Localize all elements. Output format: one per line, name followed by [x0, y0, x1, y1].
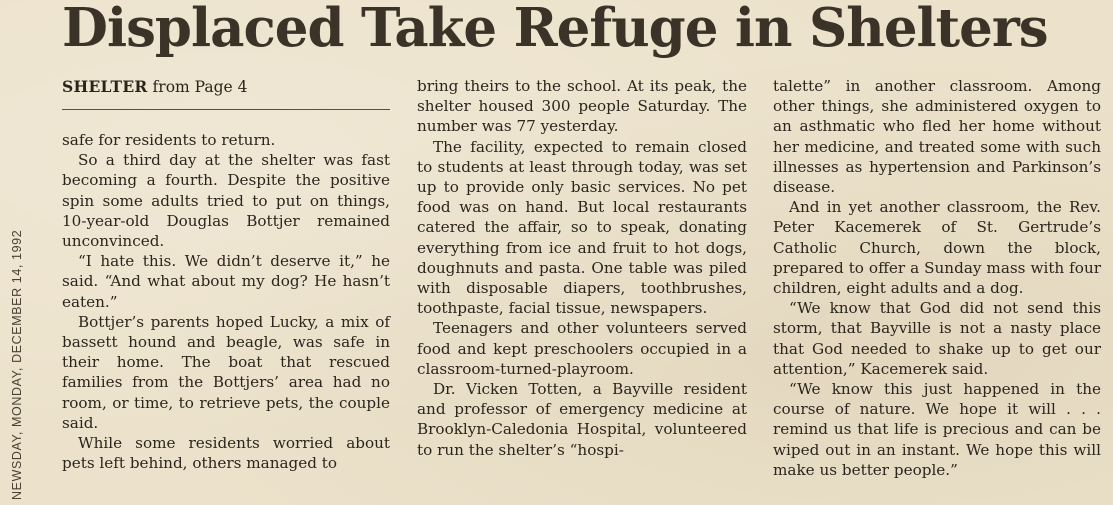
- paragraph: Dr. Vicken Totten, a Bayville resident and professor of emergency medicine at Brooklyn-Caledonia Hospital, volunteered to run the shelter’s “hospi-: [417, 380, 747, 459]
- headline: Displaced Take Refuge in Shelters: [62, 0, 1048, 59]
- paragraph: Bottjer’s parents hoped Lucky, a mix of bassett hound and beagle, was safe in their home. The boat that rescued families from the Bottjers’ area had no room, or time, to retrieve pets, the couple said.: [62, 312, 390, 432]
- paragraph: “We know this just happened in the course of nature. We hope it will . . . remind us that life is precious and can be wiped out in an instant. We hope this will make us better people.”: [773, 380, 1101, 479]
- paragraph: While some residents worried about pets left behind, others managed to: [62, 434, 390, 473]
- paragraph: “I hate this. We didn’t deserve it,” he said. “And what about my dog? He hasn’t eaten.”: [62, 252, 390, 311]
- article-column-2: [417, 76, 747, 460]
- article-column-3: [773, 76, 1101, 480]
- paragraph: bring theirs to the school. At its peak, the shelter housed 300 people Saturday. The number was 77 yesterday.: [417, 77, 747, 136]
- paragraph: safe for residents to return.: [62, 131, 276, 149]
- jump-label: SHELTER: [62, 77, 148, 96]
- jump-rule: [62, 109, 390, 110]
- paragraph: And in yet another classroom, the Rev. Peter Kacemerek of St. Gertrude’s Catholic Church, down the block, prepared to offer a Sunday mass with four children, eight adults and a dog.: [773, 198, 1101, 298]
- date-stamp: NEWSDAY, MONDAY, DECEMBER 14, 1992: [10, 229, 24, 500]
- jump-line: [62, 76, 248, 98]
- jump-text: from Page 4: [147, 78, 248, 96]
- paragraph: So a third day at the shelter was fast becoming a fourth. Despite the positive spin some adults tried to put on things, 10-year-old Douglas Bottjer remained unconvinced.: [62, 151, 390, 251]
- paragraph: talette” in another classroom. Among other things, she administered oxygen to an asthmatic who fled her home without her medicine, and treated some with such illnesses as hypertension and Parkinson’s disease.: [773, 77, 1101, 197]
- paragraph: The facility, expected to remain closed to students at least through today, was set up to provide only basic services. No pet food was on hand. But local restaurants catered the affair, so to speak, donating everything from ice and fruit to hot dogs, doughnuts and pasta. One table was piled with disposable diapers, toothbrushes, toothpaste, facial tissue, newspapers.: [417, 137, 747, 318]
- paragraph: Teenagers and other volunteers served food and kept preschoolers occupied in a classroom-turned-playroom.: [417, 319, 747, 378]
- article-column-1: [62, 130, 390, 473]
- paragraph: “We know that God did not send this storm, that Bayville is not a nasty place that God needed to shake up to get our attention,” Kacemerek said.: [773, 299, 1101, 378]
